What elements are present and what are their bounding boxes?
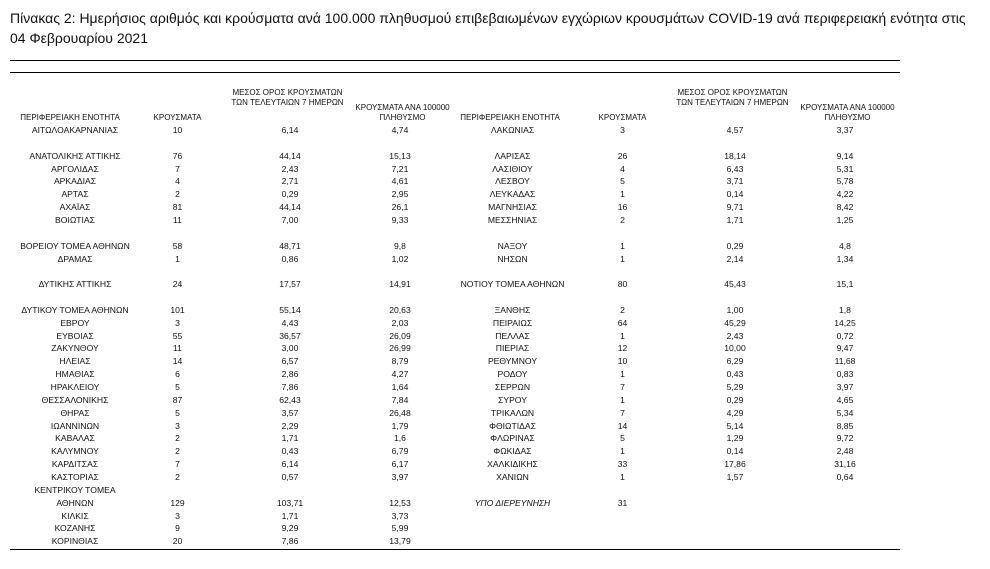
table-cell-per100k: 8,85 [836,420,854,431]
table-cell-avg: 6,43 [726,163,744,174]
table-cell-per100k: 1,79 [391,420,409,431]
table-cell-cases: 1 [620,240,625,251]
table-cell-avg: 2,14 [726,253,744,264]
table-cell-avg: 18,14 [724,150,746,161]
table-cell-name: ΚΑΒΑΛΑΣ [55,433,95,444]
table-cell-cases: 10 [617,356,628,367]
table-cell-avg: 0,29 [281,189,299,200]
table-cell-avg: 62,43 [279,394,301,405]
table-cell-name: ΠΙΕΡΙΑΣ [495,343,530,354]
table-cell-avg: 1,71 [281,510,299,521]
table-cell-per100k: 3,73 [391,510,409,521]
table-cell-name: ΖΑΚΥΝΘΟΥ [51,343,99,354]
table-cell-avg: 4,29 [726,407,744,418]
table-cell-name: ΗΜΑΘΙΑΣ [55,369,95,380]
table-cell-cases: 31 [617,497,628,508]
table-cell-name: ΧΑΝΙΩΝ [496,471,529,482]
table-cell-cases: 2 [175,189,180,200]
table-cell-avg: 0,43 [726,369,744,380]
table-cell-avg: 17,86 [724,459,746,470]
table-cell-per100k: 26,09 [389,330,411,341]
table-cell-avg: 1,57 [726,471,744,482]
table-cell-avg: 9,71 [726,202,744,213]
table-cell-per100k: 4,65 [836,394,854,405]
table-cell-cases: 5 [175,407,180,418]
table-cell-name: ΝΟΤΙΟΥ ΤΟΜΕΑ ΑΘΗΝΩΝ [460,279,565,290]
table-cell-cases: 3 [175,317,180,328]
table-cell-avg: 7,86 [281,536,299,547]
table-cell-per100k: 0,72 [836,330,854,341]
table-cell-cases: 5 [175,382,180,392]
header-per100k-right: ΚΡΟΥΣΜΑΤΑ ΑΝΑ 100000 ΠΛΗΘΥΣΜΟ [800,103,895,122]
table-cell-cases: 14 [172,356,183,367]
table-cell-name: ΥΠΟ ΔΙΕΡΕΥΝΗΣΗ [474,497,551,508]
table-cell-avg: 44,14 [279,202,301,213]
table-cell-name: ΦΘΙΩΤΙΔΑΣ [489,420,536,431]
table-cell-per100k: 4,8 [839,240,851,251]
table-cell-per100k: 9,72 [836,433,854,444]
table-cell-avg: 0,86 [281,253,299,264]
table-cell-cases: 1 [620,394,625,405]
table-cell-per100k: 26,48 [389,407,411,418]
table-cell-per100k: 9,8 [394,240,406,251]
table-cell-name: ΑΡΓΟΛΙΔΑΣ [51,163,99,174]
table-cell-avg: 0,57 [281,471,299,482]
table-cell-avg: 6,29 [726,356,744,367]
table-cell-name: ΛΑΣΙΘΙΟΥ [492,163,533,174]
table-cell-avg: 45,29 [724,317,746,328]
table-cell-cases: 1 [620,369,625,380]
table-cell-name: ΡΟΔΟΥ [497,369,528,380]
table-cell-name: ΠΕΛΛΑΣ [495,330,530,341]
table-cell-avg: 7,00 [281,214,299,225]
table-cell-per100k: 1,6 [394,433,406,444]
table-cell-per100k: 5,99 [391,523,409,534]
table-cell-per100k: 8,79 [391,356,409,367]
table-cell-avg: 4,43 [281,317,299,328]
table-cell-name: ΙΩΑΝΝΙΝΩΝ [50,420,100,431]
table-cell-per100k: 7,21 [391,163,409,174]
table-cell-cases: 3 [175,420,180,431]
table-cell-name: ΘΕΣΣΑΛΟΝΙΚΗΣ [41,394,109,405]
table-cell-avg: 2,71 [281,176,299,187]
table-cell-name: ΝΑΞΟΥ [497,240,528,251]
table-cell-name: ΔΥΤΙΚΟΥ ΤΟΜΕΑ ΑΘΗΝΩΝ [21,304,129,315]
table-cell-name: ΚΑΣΤΟΡΙΑΣ [51,471,99,482]
table-cell-cases: 7 [175,459,180,470]
table-cell-cases: 16 [617,202,628,213]
header-avg-right: ΜΕΣΟΣ ΟΡΟΣ ΚΡΟΥΣΜΑΤΩΝ ΤΩΝ ΤΕΛΕΥΤΑΙΩΝ 7 ΗΜΕΡΩΝ [676,88,789,107]
table-cell-name: ΛΕΣΒΟΥ [495,176,530,187]
table-cell-per100k: 14,91 [389,279,411,290]
table-cell-name: ΚΑΛΥΜΝΟΥ [51,446,99,457]
table-cell-cases: 5 [620,433,625,444]
table-cell-per100k: 5,34 [836,407,854,418]
table-cell-name: ΚΟΡΙΝΘΙΑΣ [51,536,99,547]
table-cell-cases: 87 [172,394,183,405]
table-cell-cases: 1 [620,446,625,457]
table-cell-per100k: 26,99 [389,343,411,354]
table-cell-name: ΚΑΡΔΙΤΣΑΣ [51,459,99,470]
table-cell-avg: 1,00 [726,304,744,315]
table-cell-cases: 33 [617,459,628,470]
table-cell-cases: 3 [175,510,180,521]
table-cell-cases: 11 [173,343,182,354]
table-cell-per100k: 2,48 [836,446,854,457]
table-cell-avg: 48,71 [279,240,301,251]
table-cell-cases: 4 [175,176,180,187]
table-cell-name: ΔΡΑΜΑΣ [57,253,93,264]
table-cell-per100k: 8,42 [836,202,854,213]
table-cell-name: ΔΥΤΙΚΗΣ ΑΤΤΙΚΗΣ [38,279,112,290]
table-cell-per100k: 12,53 [389,497,411,508]
table-cell-per100k: 7,84 [391,394,409,405]
table-cell-per100k: 0,64 [836,471,854,482]
table-cell-cases: 1 [620,253,625,264]
table-cell-cases: 1 [620,471,625,482]
table-cell-per100k: 13,79 [389,536,411,547]
table-cell-per100k: 11,68 [834,356,856,367]
table-cell-avg: 44,14 [279,150,301,161]
table-cell-cases: 2 [620,304,625,315]
table-cell-per100k: 4,74 [391,125,409,135]
table-cell-cases: 7 [175,163,180,174]
table-cell-cases: 2 [175,433,180,444]
table-cell-name: ΝΗΣΩΝ [497,253,528,264]
table-cell-name: ΛΑΡΙΣΑΣ [494,150,531,161]
table-cell-cases: 1 [620,330,625,341]
table-cell-cases: 12 [617,343,628,354]
table-cell-cases: 2 [175,471,180,482]
table-cell-avg: 6,57 [281,356,299,367]
table-cell-cases: 55 [172,330,183,341]
table-cell-per100k: 26,1 [391,202,409,213]
table-cell-name: ΒΟΙΩΤΙΑΣ [55,214,95,225]
table-cell-name: ΚΕΝΤΡΙΚΟΥ ΤΟΜΕΑ [34,484,116,495]
table-cell-name: ΣΥΡΟΥ [498,394,527,405]
table-cell-name: ΕΒΡΟΥ [60,317,90,328]
table-cell-cases: 5 [620,176,625,187]
table-cell-cases: 2 [175,446,180,457]
table-cell-avg: 2,43 [726,330,744,341]
table-cell-avg: 10,00 [724,343,746,354]
table-cell-name: ΑΘΗΝΩΝ [56,497,94,508]
table-cell-cases: 7 [620,382,625,392]
table-cell-name: ΛΑΚΩΝΙΑΣ [490,125,535,135]
table-cell-avg: 5,29 [726,382,744,392]
table-cell-avg: 1,71 [281,433,299,444]
table-cell-cases: 26 [617,150,628,161]
table-cell-name: ΕΥΒΟΙΑΣ [56,330,94,341]
table-cell-name: ΜΕΣΣΗΝΙΑΣ [487,214,538,225]
table-cell-cases: 11 [173,214,182,225]
table-cell-per100k: 9,47 [836,343,854,354]
table-cell-cases: 24 [172,279,183,290]
table-cell-avg: 45,43 [724,279,746,290]
table-cell-per100k: 3,37 [836,125,854,135]
table-cell-name: ΑΡΚΑΔΙΑΣ [53,176,97,187]
table-cell-name: ΑΝΑΤΟΛΙΚΗΣ ΑΤΤΙΚΗΣ [29,150,121,161]
table-cell-cases: 81 [172,202,183,213]
table-cell-cases: 101 [170,304,185,315]
table-cell-avg: 4,57 [726,125,744,135]
header-region-right: ΠΕΡΙΦΕΡΕΙΑΚΗ ΕΝΟΤΗΤΑ [460,113,560,122]
table-cell-per100k: 3,97 [836,382,854,392]
table-cell-per100k: 9,14 [836,150,854,161]
table-cell-avg: 0,43 [281,446,299,457]
table-cell-per100k: 3,97 [391,471,409,482]
table-cell-avg: 3,71 [726,176,744,187]
table-cell-per100k: 6,79 [391,446,409,457]
top-rule [10,60,900,61]
table-cell-cases: 3 [620,125,625,135]
table-cell-per100k: 5,31 [836,163,854,174]
table-cell-name: ΣΕΡΡΩΝ [494,382,531,392]
table-cell-cases: 6 [175,369,180,380]
table-cell-cases: 20 [172,536,183,547]
table-cell-name: ΧΑΛΚΙΔΙΚΗΣ [487,459,538,470]
table-cell-avg: 5,14 [726,420,744,431]
second-rule [10,72,900,73]
table-cell-name: ΤΡΙΚΑΛΩΝ [490,407,535,418]
header-cases-right: ΚΡΟΥΣΜΑΤΑ [598,113,647,122]
table-cell-per100k: 1,8 [839,304,851,315]
table-cell-cases: 1 [175,253,180,264]
table-cell-per100k: 1,25 [836,214,854,225]
table-cell-cases: 14 [617,420,628,431]
table-cell-name: ΞΑΝΘΗΣ [494,304,531,315]
table-cell-per100k: 5,78 [836,176,854,187]
table-cell-avg: 0,14 [726,446,744,457]
table-cell-per100k: 6,17 [391,459,409,470]
table-cell-name: ΜΑΓΝΗΣΙΑΣ [488,202,537,213]
table-cell-per100k: 9,33 [391,214,409,225]
table-cell-avg: 2,29 [281,420,299,431]
table-cell-avg: 3,57 [281,407,299,418]
table-cell-per100k: 31,16 [834,459,856,470]
table-caption: Πίνακας 2: Ημερήσιος αριθμός και κρούσματα ανά 100.000 πληθυσμού επιβεβαιωμένων εγχώριων κρουσμάτων COVID-19 ανά περιφερειακή ενότητα στις 04 Φεβρουαρίου 2021 [10,10,966,46]
table-cell-cases: 80 [617,279,628,290]
table-cell-per100k: 14,25 [834,317,856,328]
table-cell-avg: 9,29 [281,523,299,534]
header-avg-left: ΜΕΣΟΣ ΟΡΟΣ ΚΡΟΥΣΜΑΤΩΝ ΤΩΝ ΤΕΛΕΥΤΑΙΩΝ 7 ΗΜΕΡΩΝ [231,88,344,107]
table-cell-avg: 1,29 [726,433,744,444]
table-cell-name: ΗΡΑΚΛΕΙΟΥ [50,382,100,392]
table-cell-cases: 4 [620,163,625,174]
table-cell-per100k: 1,64 [391,382,409,392]
header-region-left: ΠΕΡΙΦΕΡΕΙΑΚΗ ΕΝΟΤΗΤΑ [20,113,120,122]
table-cell-name: ΑΡΤΑΣ [61,189,89,200]
table-cell-cases: 9 [175,523,180,534]
table-cell-cases: 1 [620,189,625,200]
table-cell-cases: 76 [172,150,183,161]
table-cell-per100k: 15,1 [836,279,854,290]
table-cell-per100k: 0,83 [836,369,854,380]
table-cell-name: ΦΩΚΙΔΑΣ [493,446,532,457]
table-cell-name: ΦΛΩΡΙΝΑΣ [490,433,535,444]
table-cell-avg: 55,14 [279,304,301,315]
table-cell-cases: 64 [617,317,628,328]
table-cell-avg: 17,57 [279,279,301,290]
table-cell-per100k: 2,03 [391,317,409,328]
table-cell-cases: 129 [170,497,185,508]
table-cell-name: ΗΛΕΙΑΣ [59,356,91,367]
table-cell-avg: 3,00 [281,343,299,354]
table-cell-name: ΛΕΥΚΑΔΑΣ [489,189,536,200]
table-cell-name: ΠΕΙΡΑΙΩΣ [492,317,533,328]
table-cell-per100k: 20,63 [389,304,411,315]
table-cell-name: ΚΙΛΚΙΣ [61,510,89,521]
table-cell-avg: 0,29 [726,240,744,251]
table-cell-avg: 0,14 [726,189,744,200]
table-cell-avg: 2,86 [281,369,299,380]
table-cell-avg: 0,29 [726,394,744,405]
table-cell-per100k: 4,22 [836,189,854,200]
table-cell-cases: 58 [172,240,183,251]
table-cell-cases: 2 [620,214,625,225]
table-cell-name: ΚΟΖΑΝΗΣ [54,523,96,534]
table-cell-name: ΑΙΤΩΛΟΑΚΑΡΝΑΝΙΑΣ [31,125,119,135]
table-cell-cases: 7 [620,407,625,418]
table-cell-per100k: 2,95 [391,189,409,200]
bottom-rule [10,549,900,550]
header-per100k-left: ΚΡΟΥΣΜΑΤΑ ΑΝΑ 100000 ΠΛΗΘΥΣΜΟ [355,103,450,122]
table-cell-name: ΘΗΡΑΣ [60,407,90,418]
table-cell-avg: 7,86 [281,382,299,392]
table-cell-name: ΒΟΡΕΙΟΥ ΤΟΜΕΑ ΑΘΗΝΩΝ [20,240,130,251]
table-cell-name: ΡΕΘΥΜΝΟΥ [487,356,538,367]
table-cell-avg: 6,14 [281,459,299,470]
table-cell-per100k: 15,13 [389,150,411,161]
header-cases-left: ΚΡΟΥΣΜΑΤΑ [153,113,202,122]
table-cell-avg: 2,43 [281,163,299,174]
table-cell-per100k: 4,61 [391,176,409,187]
table-cell-name: ΑΧΑΪΑΣ [59,202,91,213]
table-cell-per100k: 4,27 [391,369,409,380]
table-cell-avg: 6,14 [281,125,299,135]
table-cell-per100k: 1,02 [391,253,409,264]
table-cell-per100k: 1,34 [836,253,854,264]
table-cell-avg: 1,71 [726,214,744,225]
table-cell-avg: 103,71 [276,497,304,508]
table-cell-cases: 10 [172,125,183,135]
table-cell-avg: 36,57 [279,330,301,341]
